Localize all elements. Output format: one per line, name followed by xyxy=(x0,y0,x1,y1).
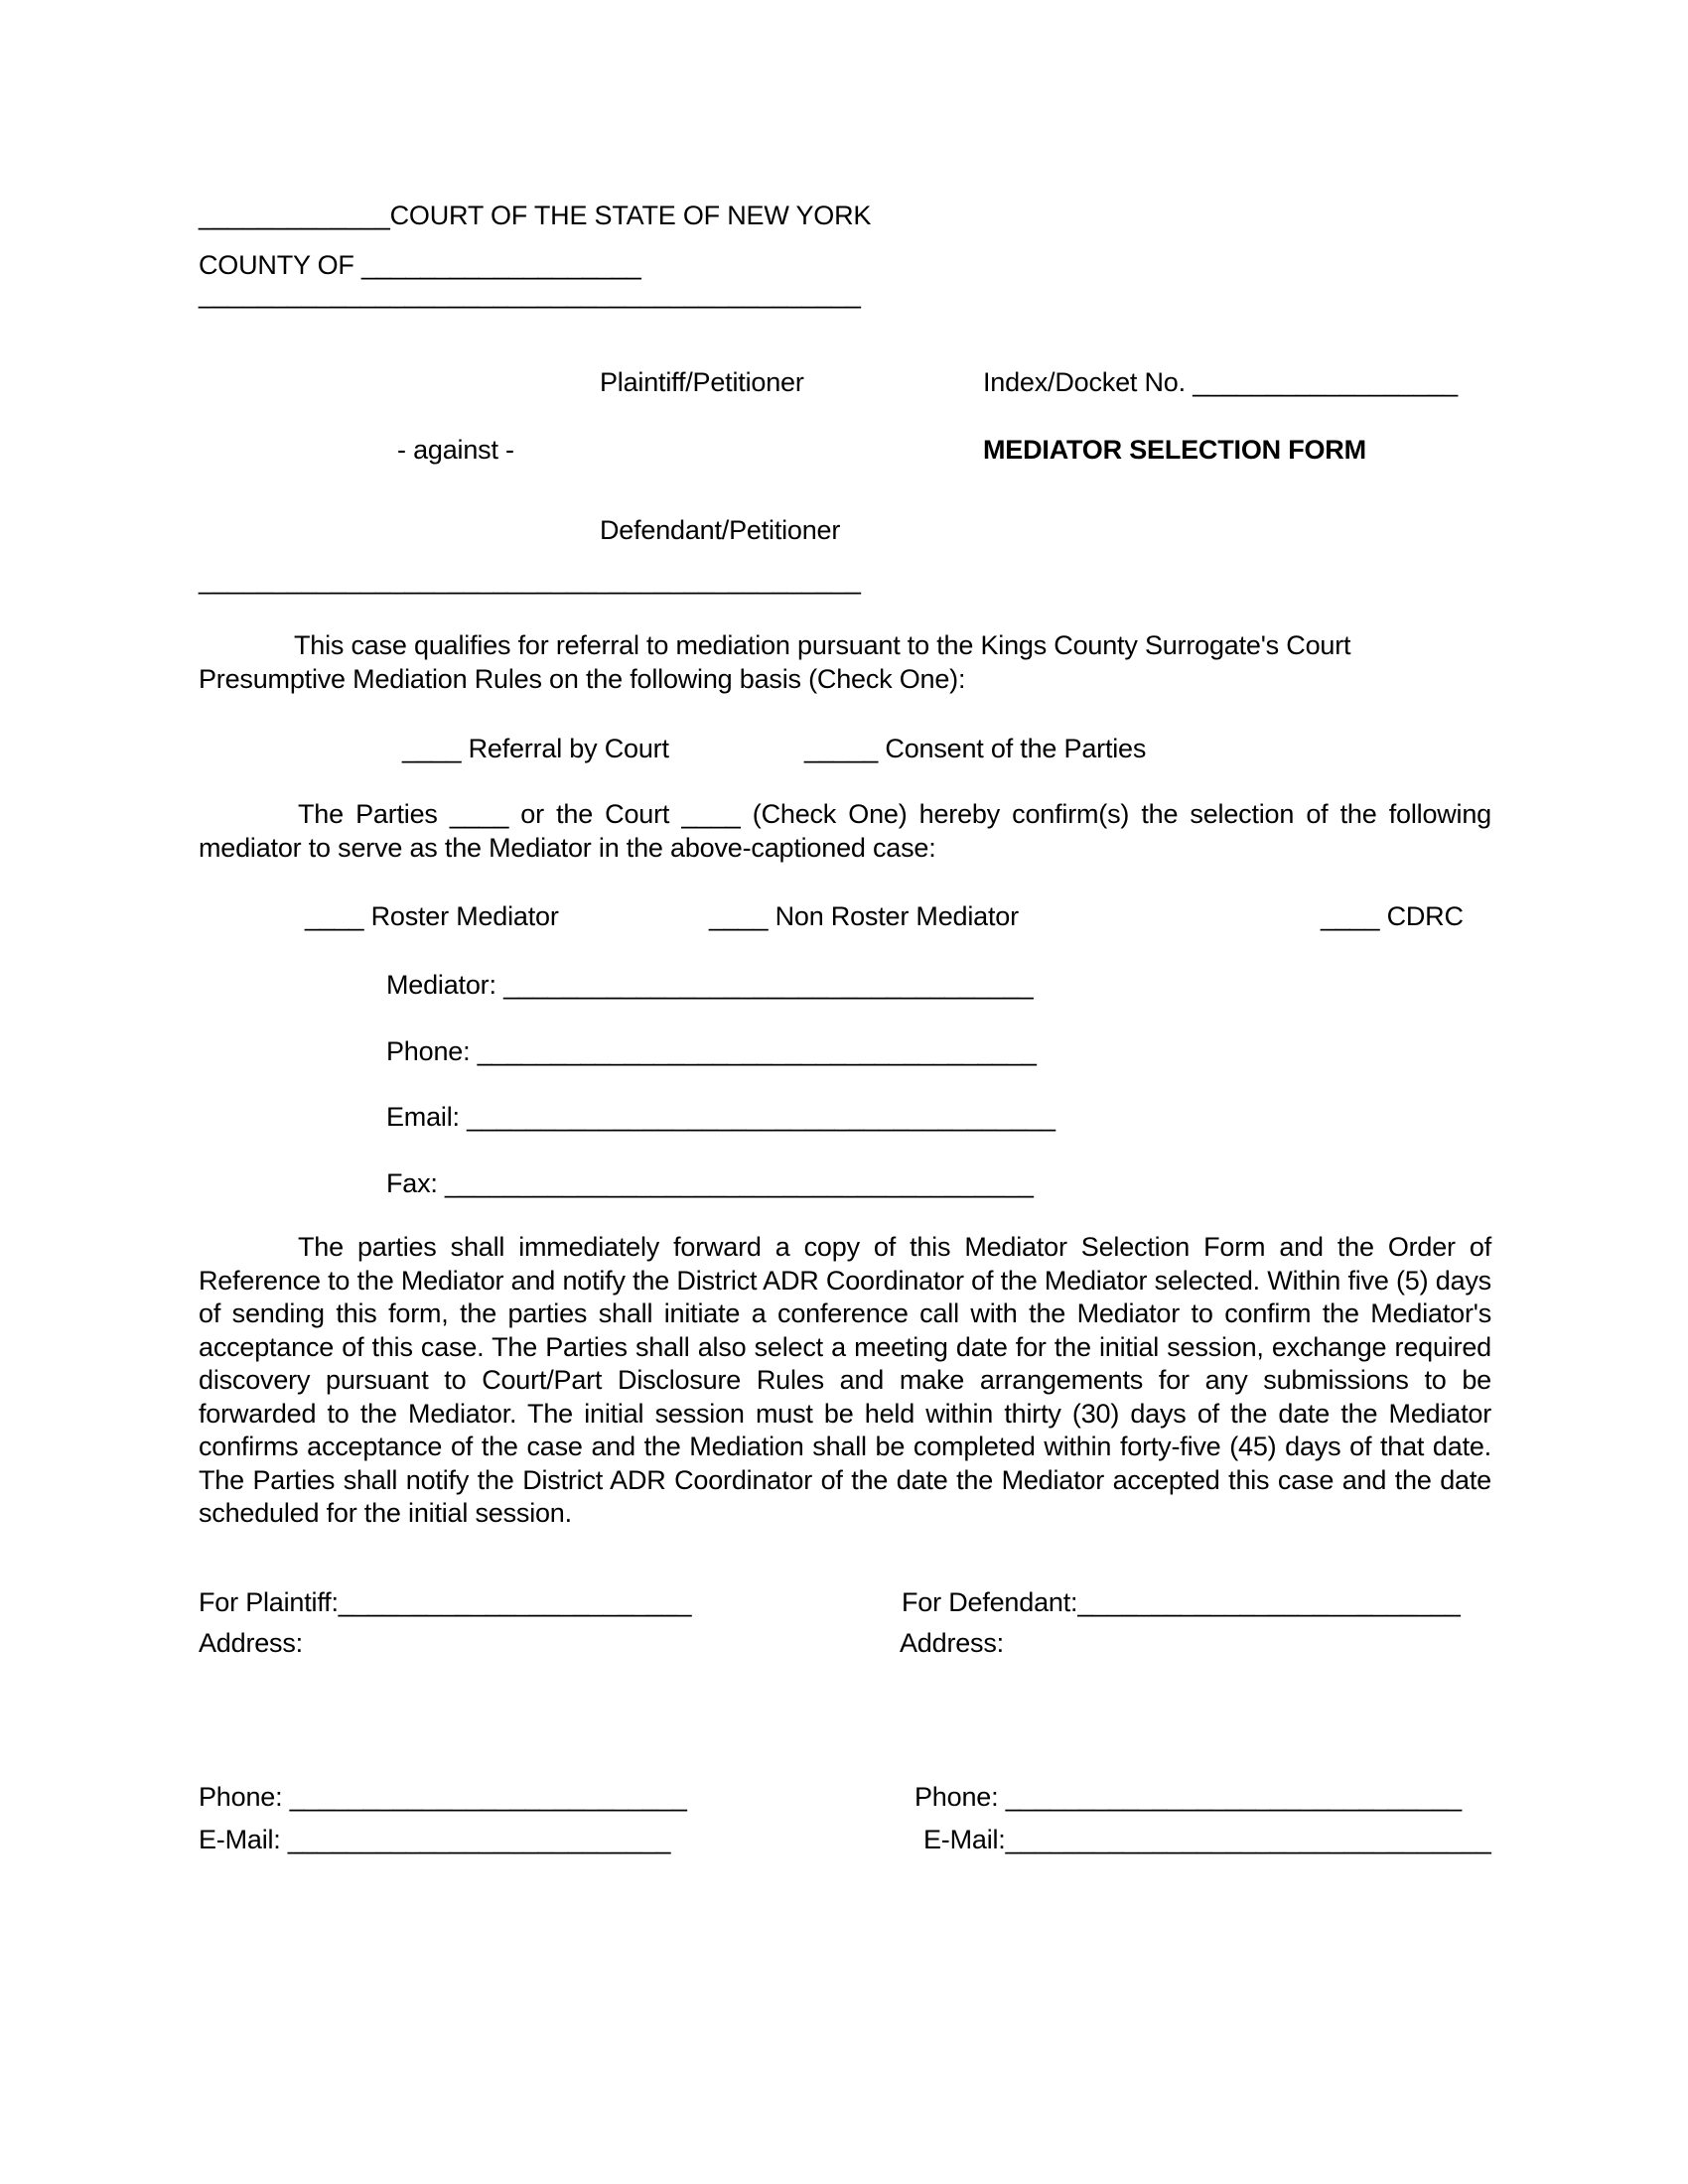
mediator-fax-blank[interactable]: ________________________________________ xyxy=(445,1168,1034,1198)
index-docket-blank[interactable]: __________________ xyxy=(1193,367,1458,397)
plaintiff-phone-blank[interactable]: ___________________________ xyxy=(289,1782,687,1812)
for-plaintiff-label: For Plaintiff: xyxy=(199,1587,339,1617)
mediator-phone-blank[interactable]: ______________________________________ xyxy=(477,1036,1037,1066)
plaintiff-email-blank[interactable]: __________________________ xyxy=(287,1825,671,1854)
plaintiff-email-label: E-Mail: xyxy=(199,1825,288,1854)
cdrc-checkblank[interactable]: ____ xyxy=(1321,901,1380,931)
defendant-email-row xyxy=(923,1824,1491,1857)
consent-of-parties-label: Consent of the Parties xyxy=(885,734,1147,763)
non-roster-mediator-label: Non Roster Mediator xyxy=(774,901,1019,931)
referral-by-court-checkblank[interactable]: ____ xyxy=(402,734,462,763)
option-roster-mediator xyxy=(305,900,559,934)
caption-rule-top: _____________________________________________ xyxy=(199,279,861,309)
referral-by-court-label: Referral by Court xyxy=(468,734,669,763)
instructions-paragraph: The parties shall immediately forward a copy of this Mediator Selection Form and the Order of Reference to the Mediator and notify the District ADR Coordinator of the Mediator selected. Within five (5) days of sending this form, the parties shall initiate a conference call with the Mediator to confirm the Mediator's acceptance of this case. The Parties shall also select a meeting date for the initial session, exchange required discovery pursuant to Court/Part Disclosure Rules and make arrangements for any submissions to be forwarded to the Mediator. The initial session must be held within thirty (30) days of the date the Mediator confirms acceptance of the case and the Mediation shall be completed within forty-five (45) days of that date. The Parties shall notify the District ADR Coordinator of the date the Mediator accepted this case and the date scheduled for the initial session. xyxy=(199,1232,1491,1528)
defendant-email-blank[interactable]: _________________________________ xyxy=(1005,1825,1491,1854)
selection-confirm-paragraph: The Parties ____ or the Court ____ (Check One) hereby confirm(s) the selection of the following mediator to serve as the Mediator in the above-captioned case: xyxy=(199,799,1491,863)
defendant-phone-row xyxy=(914,1781,1462,1815)
referral-option-court xyxy=(402,733,669,766)
defendant-email-label: E-Mail: xyxy=(923,1825,1006,1854)
for-plaintiff-blank[interactable]: ________________________ xyxy=(338,1587,692,1617)
plaintiff-address-label: Address: xyxy=(199,1628,303,1658)
index-docket-line xyxy=(983,366,1458,400)
plaintiff-email-row xyxy=(199,1824,670,1857)
court-caption-line xyxy=(199,200,871,233)
mediator-name-label: Mediator: xyxy=(386,970,496,1000)
caption-rule-bottom: _____________________________________________ xyxy=(199,565,861,595)
form-title: MEDIATOR SELECTION FORM xyxy=(983,435,1366,465)
roster-mediator-checkblank[interactable]: ____ xyxy=(305,901,364,931)
mediator-email-blank[interactable]: ________________________________________ xyxy=(467,1102,1055,1132)
for-defendant-blank[interactable]: __________________________ xyxy=(1077,1587,1461,1617)
plaintiff-caption-label: Plaintiff/Petitioner xyxy=(600,367,804,397)
for-plaintiff-row xyxy=(199,1586,691,1620)
plaintiff-phone-label: Phone: xyxy=(199,1782,290,1812)
for-defendant-label: For Defendant: xyxy=(902,1587,1078,1617)
for-defendant-row xyxy=(902,1586,1461,1620)
county-blank[interactable]: ___________________ xyxy=(361,250,641,280)
mediator-email-label: Email: xyxy=(386,1102,460,1132)
consent-of-parties-checkblank[interactable]: _____ xyxy=(804,734,879,763)
mediator-name-blank[interactable]: ____________________________________ xyxy=(503,970,1034,1000)
option-cdrc xyxy=(1321,900,1464,934)
referral-option-consent xyxy=(804,733,1146,766)
defendant-address-label: Address: xyxy=(900,1628,1004,1658)
non-roster-mediator-checkblank[interactable]: ____ xyxy=(709,901,769,931)
defendant-phone-label: Phone: xyxy=(914,1782,1006,1812)
mediator-name-row xyxy=(386,969,1033,1003)
plaintiff-phone-row xyxy=(199,1781,687,1815)
county-label: COUNTY OF xyxy=(199,250,362,280)
against-label: - against - xyxy=(397,435,514,465)
defendant-phone-blank[interactable]: _______________________________ xyxy=(1005,1782,1462,1812)
option-non-roster-mediator xyxy=(709,900,1019,934)
mediator-email-row xyxy=(386,1101,1055,1135)
cdrc-label: CDRC xyxy=(1386,901,1464,931)
mediator-fax-label: Fax: xyxy=(386,1168,438,1198)
referral-intro-paragraph: This case qualifies for referral to mediation pursuant to the Kings County Surrogate's Court Presumptive Mediation Rules on the following basis (Check One): xyxy=(199,630,1351,694)
court-caption-text: COURT OF THE STATE OF NEW YORK xyxy=(389,201,872,230)
mediator-phone-label: Phone: xyxy=(386,1036,471,1066)
index-docket-label: Index/Docket No. xyxy=(983,367,1194,397)
mediator-fax-row xyxy=(386,1167,1034,1201)
roster-mediator-label: Roster Mediator xyxy=(370,901,559,931)
court-name-blank[interactable]: _____________ xyxy=(199,201,390,230)
defendant-caption-label: Defendant/Petitioner xyxy=(600,515,841,545)
mediator-phone-row xyxy=(386,1035,1037,1069)
